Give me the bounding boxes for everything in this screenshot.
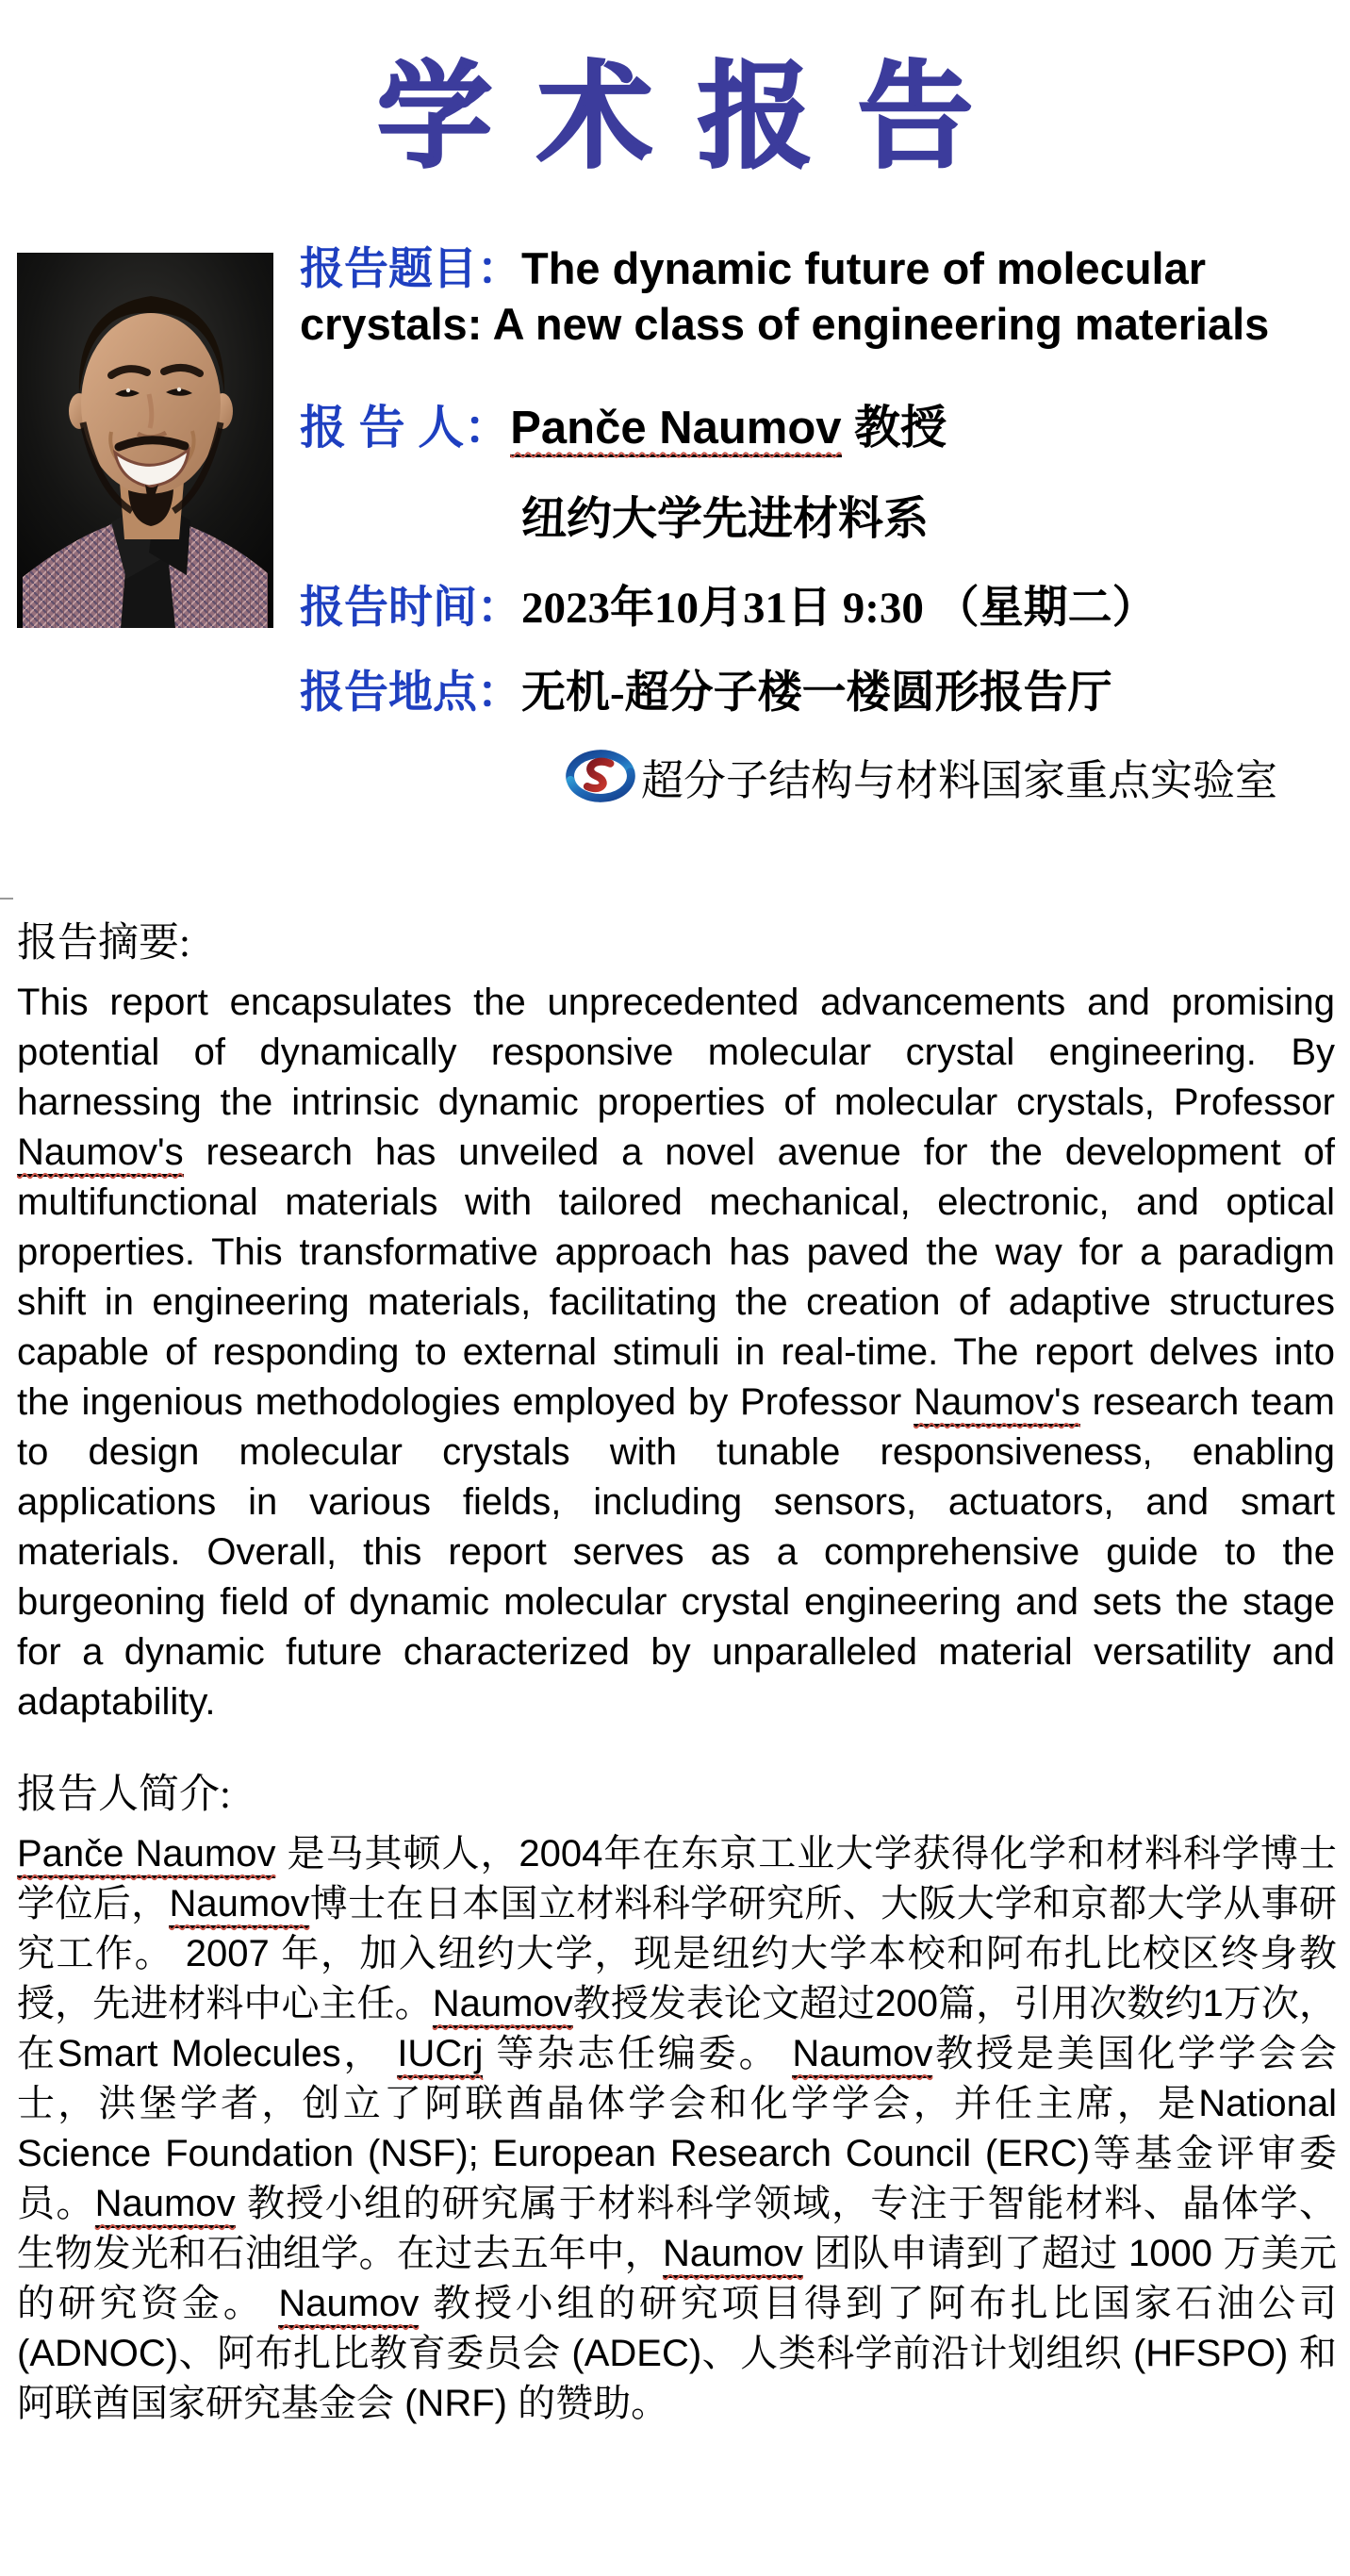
page-break-dash xyxy=(0,898,13,900)
speaker-value: Panče Naumov 教授 xyxy=(510,403,947,457)
venue-row xyxy=(300,657,1112,720)
highlighted-name: Naumov xyxy=(663,2233,803,2278)
highlighted-name: IUCrj xyxy=(397,2033,483,2078)
bio-paragraph: Panče Naumov 是马其顿人，2004年在东京工业大学获得化学和材料科学博士学位后，Naumov博士在日本国立材料科学研究所、大阪大学和京都大学从事研究工作。 2007 年，加入纽约大学，现是纽约大学本校和阿布扎比校区终身教授，先进材料中心主任。Naumov教授发表论文超过200篇，引用次数约1万次，在Smart Molecules， IUCrj 等杂志任编委。 Naumov教授是美国化学学会会士，洪堡学者，创立了阿联酋晶体学会和化学学会，并任主席，是National Science Foundation (NSF); European Research Council (ERC)等基金评审委员。Naumov 教授小组的研究属于材料科学领域，专注于智能材料、晶体学、生物发光和石油组学。在过去五年中，Naumov 团队申请到了超过 1000 万美元的研究资金。 Naumov 教授小组的研究项目得到了阿布扎比国家石油公司 (ADNOC)、阿布扎比教育委员会 (ADEC)、人类科学前沿计划组织 (HFSPO) 和阿联酋国家研究基金会 (NRF) 的赞助。 xyxy=(17,1832,1338,2424)
abstract-heading: 报告摘要: xyxy=(17,921,190,966)
time-label: 报告时间： xyxy=(300,582,521,632)
highlighted-name: Naumov xyxy=(278,2283,419,2328)
speaker-portrait-image xyxy=(17,253,273,628)
lab-logo-icon xyxy=(566,744,635,808)
speaker-photo xyxy=(17,253,273,628)
highlighted-name: Naumov xyxy=(169,1883,309,1928)
abstract-section xyxy=(17,919,1335,1727)
topic-label: 报告题目： xyxy=(300,243,521,293)
venue-label: 报告地点： xyxy=(300,667,521,717)
highlighted-name: Naumov's xyxy=(914,1381,1080,1427)
bio-heading: 报告人简介: xyxy=(17,1773,231,1817)
time-row xyxy=(300,572,1157,636)
lab-row xyxy=(566,744,1277,808)
speaker-affiliation: 纽约大学先进材料系 xyxy=(521,494,930,544)
venue-value: 无机-超分子楼一楼圆形报告厅 xyxy=(521,669,1112,718)
bio-section xyxy=(17,1771,1337,2429)
abstract-paragraph: This report encapsulates the unprecedented advancements and promising potential of dynamically responsive molecular crystal engineering. By harnessing the intrinsic dynamic properties of molecular crystals, Professor Naumov's research has unveiled a novel avenue for the development of multifunctional materials with tailored mechanical, electronic, and optical properties. This transformative approach has paved the way for a paradigm shift in engineering materials, facilitating the creation of adaptive structures capable of responding to external stimuli in real-time. The report delves into the ingenious methodologies employed by Professor Naumov's research team to design molecular crystals with tunable responsiveness, enabling applications in various fields, including sensors, actuators, and smart materials. Overall, this report serves as a comprehensive guide to the burgeoning field of dynamic molecular crystal engineering and sets the stage for a dynamic future characterized by unparalleled material versatility and adaptability. xyxy=(17,981,1335,1723)
highlighted-name: Naumov xyxy=(95,2183,236,2228)
speaker-row xyxy=(300,391,947,457)
page-title: 学术报告 xyxy=(377,50,1018,184)
topic-row xyxy=(300,240,1337,352)
highlighted-name: Panče Naumov xyxy=(510,403,841,457)
highlighted-name: Naumov xyxy=(792,2033,932,2078)
time-value: 2023年10月31日 9:30 （星期二） xyxy=(521,584,1157,633)
topic-value: The dynamic future of molecular crystals: A new class of engineering materials xyxy=(300,243,1270,349)
highlighted-name: Naumov's xyxy=(17,1131,184,1177)
lab-name: 超分子结构与材料国家重点实验室 xyxy=(641,756,1278,804)
speaker-label: 报 告 人： xyxy=(300,403,511,454)
highlighted-name: Naumov xyxy=(433,1983,573,2028)
highlighted-name: Panče Naumov xyxy=(17,1833,275,1878)
